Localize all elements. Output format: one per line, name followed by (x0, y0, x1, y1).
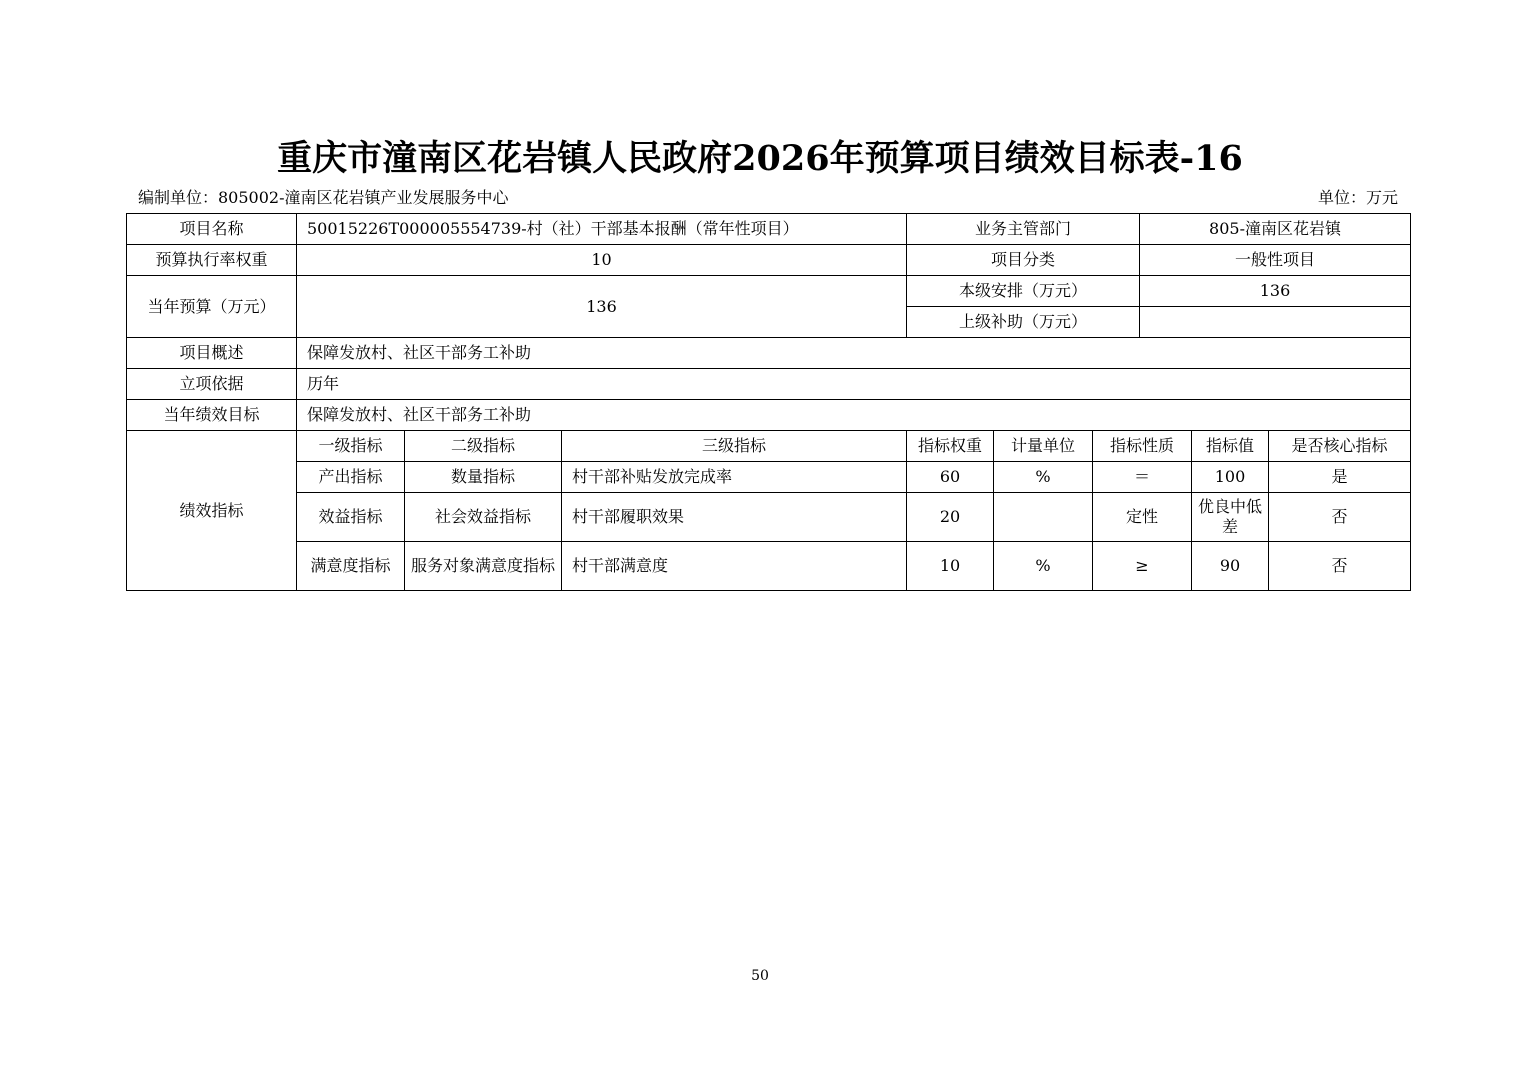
table-row (127, 214, 1411, 245)
page-number: 50 (751, 968, 769, 984)
indicator-nature: 定性 (1093, 493, 1192, 542)
table-row (127, 245, 1411, 276)
indicator-core: 否 (1269, 542, 1411, 591)
indicator-nature: ＝ (1093, 462, 1192, 493)
budget-value: 136 (297, 276, 907, 338)
goal-label: 当年绩效目标 (127, 400, 297, 431)
exec-weight-label: 预算执行率权重 (127, 245, 297, 276)
table-row (127, 431, 1411, 462)
header-nature: 指标性质 (1093, 431, 1192, 462)
basis-label: 立项依据 (127, 369, 297, 400)
indicator-level1: 产出指标 (297, 462, 405, 493)
header-weight: 指标权重 (907, 431, 994, 462)
header-core: 是否核心指标 (1269, 431, 1411, 462)
header-level1: 一级指标 (297, 431, 405, 462)
indicator-weight: 60 (907, 462, 994, 493)
table-row (127, 400, 1411, 431)
header-value: 指标值 (1192, 431, 1269, 462)
local-budget-label: 本级安排（万元） (907, 276, 1140, 307)
category-label: 项目分类 (907, 245, 1140, 276)
indicator-nature: ≥ (1093, 542, 1192, 591)
overview-value: 保障发放村、社区干部务工补助 (297, 338, 1411, 369)
local-budget-value: 136 (1140, 276, 1411, 307)
table-row (127, 338, 1411, 369)
performance-target-table (126, 213, 1411, 591)
header-level3: 三级指标 (562, 431, 907, 462)
indicator-level2: 社会效益指标 (405, 493, 562, 542)
indicator-row (127, 462, 1411, 493)
indicator-level2: 服务对象满意度指标 (405, 542, 562, 591)
compiling-unit: 编制单位：805002-潼南区花岩镇产业发展服务中心 (138, 188, 509, 207)
project-name-value: 50015226T000005554739-村（社）干部基本报酬（常年性项目） (297, 214, 907, 245)
indicator-level2: 数量指标 (405, 462, 562, 493)
currency-unit: 单位：万元 (1317, 188, 1398, 207)
indicator-level3: 村干部满意度 (562, 542, 907, 591)
indicator-level3: 村干部履职效果 (562, 493, 907, 542)
project-name-label: 项目名称 (127, 214, 297, 245)
goal-value: 保障发放村、社区干部务工补助 (297, 400, 1411, 431)
indicator-value: 优良中低差 (1192, 493, 1269, 542)
indicator-level3: 村干部补贴发放完成率 (562, 462, 907, 493)
indicator-unit: % (994, 462, 1093, 493)
indicator-row (127, 493, 1411, 542)
superior-subsidy-value (1140, 307, 1411, 338)
indicator-core: 是 (1269, 462, 1411, 493)
indicator-weight: 10 (907, 542, 994, 591)
department-value: 805-潼南区花岩镇 (1140, 214, 1411, 245)
superior-subsidy-label: 上级补助（万元） (907, 307, 1140, 338)
indicator-level1: 满意度指标 (297, 542, 405, 591)
department-label: 业务主管部门 (907, 214, 1140, 245)
header-level2: 二级指标 (405, 431, 562, 462)
exec-weight-value: 10 (297, 245, 907, 276)
indicator-core: 否 (1269, 493, 1411, 542)
indicator-value: 90 (1192, 542, 1269, 591)
indicator-level1: 效益指标 (297, 493, 405, 542)
performance-indicators-label: 绩效指标 (127, 431, 297, 591)
header-unit: 计量单位 (994, 431, 1093, 462)
indicator-unit: % (994, 542, 1093, 591)
page-title: 重庆市潼南区花岩镇人民政府2026年预算项目绩效目标表-16 (277, 138, 1243, 179)
indicator-weight: 20 (907, 493, 994, 542)
indicator-unit (994, 493, 1093, 542)
table-row (127, 369, 1411, 400)
indicator-value: 100 (1192, 462, 1269, 493)
category-value: 一般性项目 (1140, 245, 1411, 276)
overview-label: 项目概述 (127, 338, 297, 369)
basis-value: 历年 (297, 369, 1411, 400)
budget-label: 当年预算（万元） (127, 276, 297, 338)
indicator-row (127, 542, 1411, 591)
table-row (127, 276, 1411, 307)
